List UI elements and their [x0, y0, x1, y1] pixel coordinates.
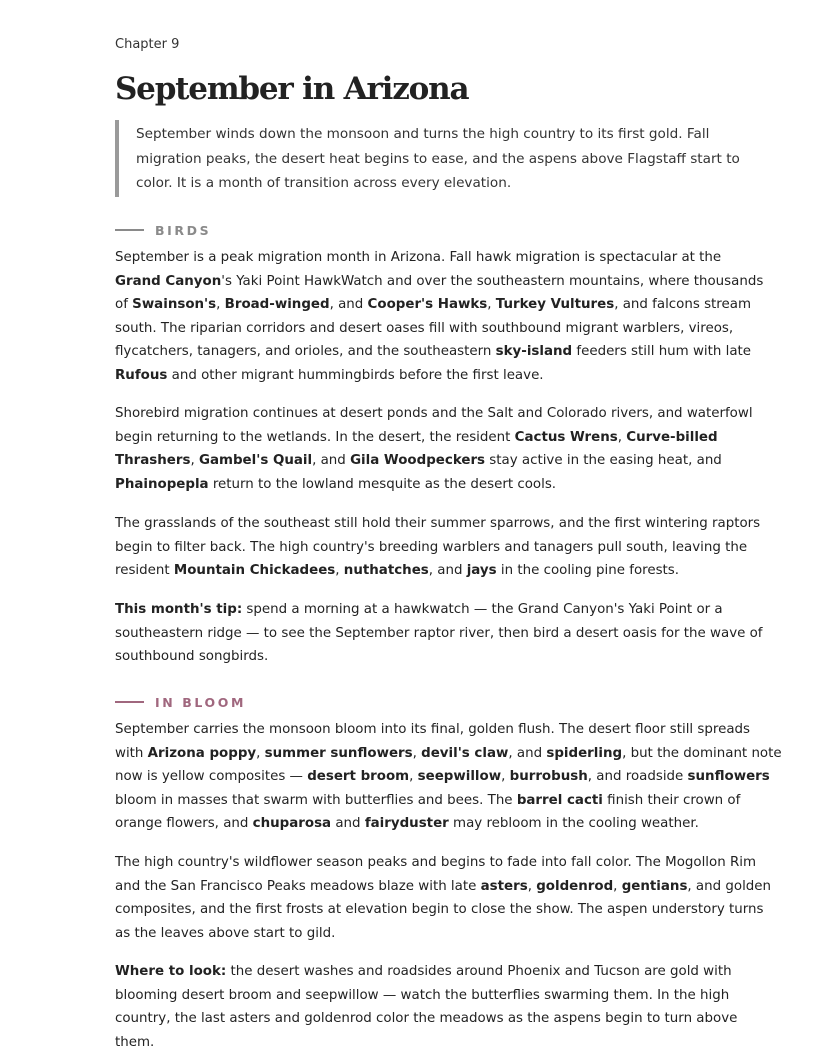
- text-run: September is a peak migration month in Arizona. Fall hawk migration is spectacular at the: [115, 250, 722, 265]
- text-line: [115, 875, 772, 899]
- text-run: blooming desert broom and seepwillow — watch the butterflies swarming them. In the high: [115, 987, 730, 1003]
- bloom-paragraph-1: [115, 718, 782, 836]
- bloom-paragraph-2: [115, 851, 772, 945]
- text-run: flycatchers, tanagers, and orioles, and the southeastern: [115, 344, 496, 359]
- text-run: ,: [527, 878, 537, 894]
- text-line: [115, 340, 752, 364]
- text-run: as the leaves above start to gild.: [115, 925, 336, 941]
- text-line: [115, 742, 782, 766]
- bold-term: sky-island: [495, 344, 573, 359]
- bold-term: seepwillow: [417, 769, 502, 784]
- bold-term: sunflowers: [687, 769, 770, 784]
- text-run: , and falcons stream: [614, 297, 752, 312]
- bold-term: Cactus Wrens: [514, 429, 618, 445]
- text-line: [115, 402, 753, 426]
- text-run: begin returning to the wetlands. In the desert, the resident: [115, 429, 515, 445]
- text-line: [115, 984, 730, 1008]
- bold-term: Gila Woodpeckers: [350, 453, 486, 468]
- intro-blockquote: [115, 120, 740, 197]
- bold-term: chuparosa: [252, 816, 332, 831]
- text-run: ,: [487, 297, 496, 312]
- text-run: ,: [412, 745, 422, 761]
- text-line: [115, 246, 722, 270]
- text-run: return to the lowland mesquite as the desert cools.: [208, 476, 557, 492]
- bold-term: burrobush: [509, 769, 588, 784]
- text-run: finish their crown of: [602, 792, 741, 808]
- text-line: [115, 293, 752, 317]
- bold-term: Broad-winged: [224, 297, 330, 312]
- text-run: in the cooling pine forests.: [496, 563, 680, 578]
- text-line: [115, 473, 705, 497]
- text-run: the desert washes and roadsides around Phoenix and Tucson are gold with: [226, 964, 732, 979]
- text-run: ,: [190, 453, 199, 468]
- text-run: south. The riparian corridors and desert oases fill with southbound migrant warblers, vireos,: [115, 320, 734, 336]
- bold-term: jays: [466, 563, 497, 578]
- text-run: September carries the monsoon bloom into its final, golden flush. The desert floor still spreads: [115, 722, 750, 737]
- text-run: resident: [115, 563, 174, 578]
- text-run: ,: [216, 297, 225, 312]
- text-line: [115, 270, 764, 294]
- bold-term: Swainson's: [132, 297, 217, 312]
- bold-term: nuthatches: [343, 563, 429, 578]
- birds-heading-label: BIRDS: [155, 222, 212, 238]
- text-run: 's Yaki Point HawkWatch and over the southeastern mountains, where thousands: [221, 273, 764, 289]
- bold-term: desert broom: [307, 769, 410, 784]
- bold-term: fairyduster: [364, 816, 449, 831]
- text-run: The grasslands of the southeast still hold their summer sparrows, and the first wintering raptors: [115, 516, 761, 531]
- text-run: composites, and the first frosts at elevation begin to close the show. The aspen understory turns: [115, 902, 764, 917]
- text-line: [115, 645, 705, 669]
- text-line: [115, 622, 763, 646]
- bold-term: devil's claw: [421, 745, 509, 761]
- text-run: country, the last asters and goldenrod color the meadows as the aspens begin to turn above: [115, 1011, 738, 1026]
- text-run: , and: [312, 453, 351, 468]
- page-title: September in Arizona: [115, 71, 469, 107]
- bold-term: Arizona poppy: [147, 745, 257, 761]
- text-line: [115, 812, 705, 836]
- text-line: [115, 789, 741, 813]
- text-run: , and: [508, 745, 547, 761]
- text-run: of: [115, 297, 133, 312]
- bold-term: Rufous: [115, 367, 168, 383]
- birds-section-heading: [115, 222, 211, 238]
- bold-term: Mountain Chickadees: [173, 563, 336, 578]
- chapter-label: Chapter 9: [115, 37, 180, 52]
- intro-line: color. It is a month of transition across every elevation.: [136, 175, 512, 191]
- text-run: The high country's wildflower season peaks and begins to fade into fall color. The Mogollon Rim: [115, 855, 757, 870]
- text-line: [115, 449, 722, 473]
- bold-term: Turkey Vultures: [495, 297, 615, 312]
- text-line: [115, 960, 732, 984]
- text-line: [115, 598, 723, 622]
- text-run: ,: [409, 769, 418, 784]
- text-run: with: [115, 745, 148, 761]
- bold-term: Gambel's Quail: [198, 453, 313, 468]
- text-line: [115, 364, 705, 388]
- text-run: southbound songbirds.: [115, 649, 269, 664]
- bold-term: spiderling: [546, 745, 623, 761]
- text-run: ,: [501, 769, 510, 784]
- bold-term: This month's tip:: [115, 602, 243, 617]
- section-rule: [115, 229, 144, 231]
- text-run: and the San Francisco Peaks meadows blaze with late: [115, 878, 481, 894]
- text-run: , but the dominant note: [622, 745, 782, 761]
- text-line: [115, 851, 757, 875]
- intro-line: September winds down the monsoon and turns the high country to its first gold. Fall: [136, 126, 710, 142]
- bloom-heading-label: IN BLOOM: [155, 694, 247, 710]
- text-run: them.: [115, 1034, 155, 1050]
- bold-term: gentians: [621, 878, 688, 894]
- text-line: [115, 317, 734, 341]
- text-line: [115, 426, 718, 450]
- text-run: , and golden: [687, 878, 772, 894]
- text-run: now is yellow composites —: [115, 769, 308, 784]
- text-run: ,: [613, 878, 622, 894]
- text-run: bloom in masses that swarm with butterflies and bees. The: [115, 792, 517, 808]
- text-run: , and: [329, 297, 368, 312]
- text-line: [115, 765, 770, 789]
- bold-term: Grand Canyon: [115, 273, 222, 289]
- text-run: southeastern ridge — to see the September raptor river, then bird a desert oasis for the wave of: [115, 625, 763, 641]
- text-run: , and: [428, 563, 467, 578]
- bold-term: asters: [480, 878, 528, 894]
- text-run: orange flowers, and: [115, 816, 253, 831]
- text-run: may rebloom in the cooling weather.: [448, 816, 699, 831]
- birds-paragraph-3: [115, 512, 761, 583]
- bold-term: barrel cacti: [516, 792, 603, 808]
- bold-term: Curve-billed: [626, 429, 718, 445]
- bold-term: Thrashers: [115, 453, 191, 468]
- text-run: ,: [617, 429, 627, 445]
- bloom-where-paragraph: [115, 960, 738, 1054]
- text-line: [115, 898, 764, 922]
- birds-paragraph-2: [115, 402, 753, 496]
- text-line: [115, 1031, 705, 1055]
- text-run: ,: [256, 745, 265, 761]
- bloom-section-heading: [115, 694, 246, 710]
- section-rule: [115, 701, 144, 703]
- text-line: [115, 922, 705, 946]
- text-line: [115, 1007, 738, 1031]
- birds-tip-paragraph: [115, 598, 763, 669]
- intro-line: migration peaks, the desert heat begins to ease, and the aspens above Flagstaff start to: [136, 150, 740, 167]
- text-run: Shorebird migration continues at desert ponds and the Salt and Colorado rivers, and waterfowl: [115, 406, 753, 421]
- text-run: spend a morning at a hawkwatch — the Grand Canyon's Yaki Point or a: [242, 602, 723, 617]
- text-line: [115, 512, 761, 536]
- text-run: begin to filter back. The high country's breeding warblers and tanagers pull south, leaving the: [115, 539, 748, 555]
- text-run: stay active in the easing heat, and: [485, 453, 722, 468]
- birds-paragraph-1: [115, 246, 764, 387]
- text-run: feeders still hum with late: [572, 344, 752, 359]
- text-run: and: [331, 816, 365, 831]
- text-line: [115, 559, 705, 583]
- text-run: and other migrant hummingbirds before the first leave.: [167, 367, 544, 383]
- bold-term: Phainopepla: [115, 476, 209, 492]
- text-line: [115, 536, 748, 560]
- bold-term: goldenrod: [536, 878, 614, 894]
- text-run: ,: [335, 563, 344, 578]
- text-run: , and roadside: [587, 769, 688, 784]
- bold-term: Cooper's Hawks: [367, 297, 488, 312]
- text-line: [115, 718, 750, 742]
- bold-term: Where to look:: [115, 964, 227, 979]
- bold-term: summer sunflowers: [264, 745, 413, 761]
